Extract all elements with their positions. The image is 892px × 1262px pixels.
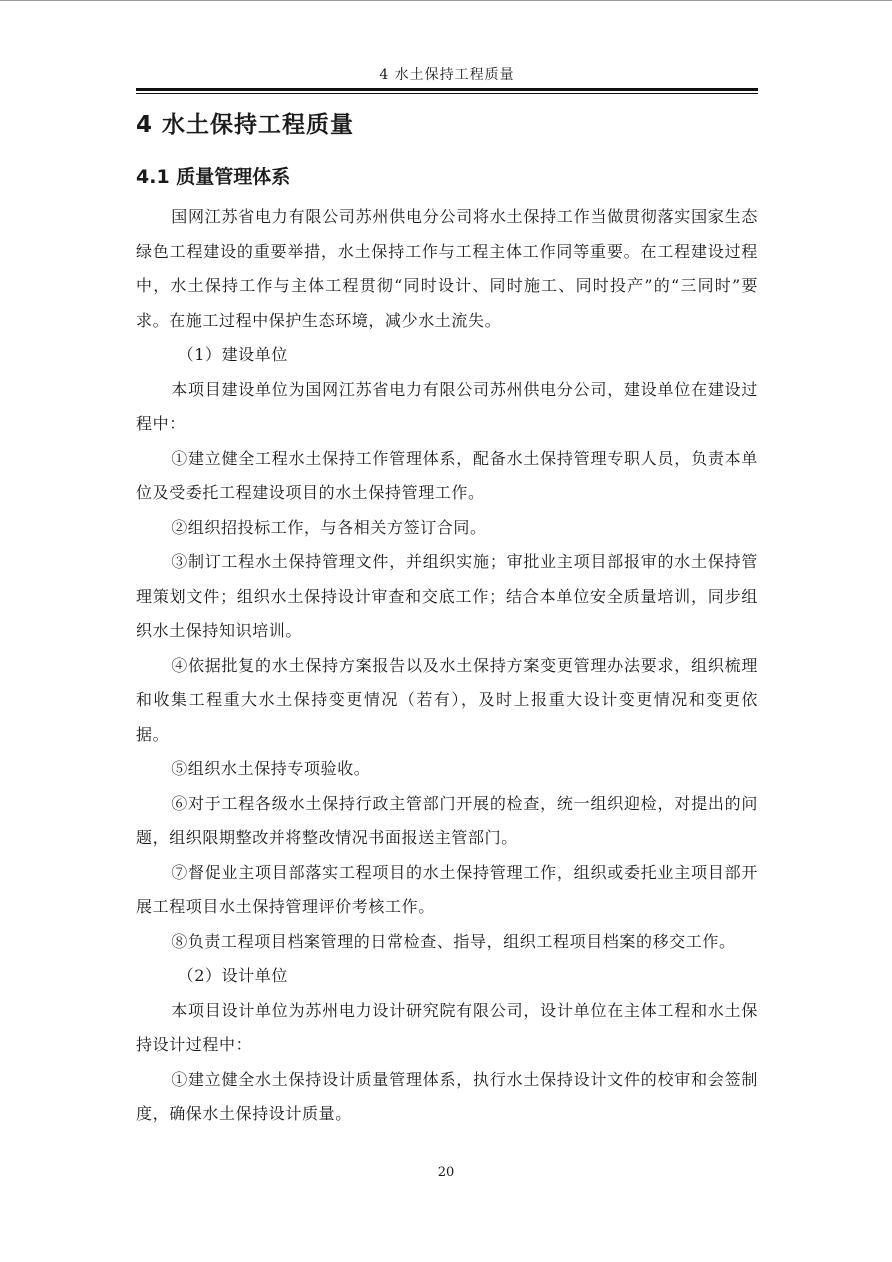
header-rule-thin [136, 93, 758, 94]
construction-item-7: ⑦督促业主项目部落实工程项目的水土保持管理工作，组织或委托业主项目部开展工程项目水土保持管理评价考核工作。 [136, 862, 758, 916]
design-item-1: ①建立健全水土保持设计质量管理体系，执行水土保持设计文件的校审和会签制度，确保水土保持设计质量。 [136, 1069, 758, 1123]
subheading-design-unit: （2）设计单位 [177, 966, 288, 985]
construction-unit-paragraph: 本项目建设单位为国网江苏省电力有限公司苏州供电分公司，建设单位在建设过程中： [136, 379, 758, 433]
construction-item-5: ⑤组织水土保持专项验收。 [171, 759, 371, 778]
intro-paragraph: 国网江苏省电力有限公司苏州供电分公司将水土保持工作当做贯彻落实国家生态绿色工程建设的重要举措，水土保持工作与工程主体工作同等重要。在工程建设过程中，水土保持工作与主体工程贯彻“同时设计、同时施工、同时投产”的“三同时”要求。在施工过程中保护生态环境，减少水土流失。 [136, 207, 758, 330]
section-title: 4.1 质量管理体系 [136, 166, 291, 188]
design-unit-paragraph: 本项目设计单位为苏州电力设计研究院有限公司，设计单位在主体工程和水土保持设计过程中： [136, 1000, 758, 1054]
page-body [136, 108, 758, 1132]
construction-item-2: ②组织招投标工作，与各相关方签订合同。 [171, 517, 487, 537]
page-number: 20 [437, 1165, 455, 1180]
construction-item-8: ⑧负责工程项目档案管理的日常检查、指导，组织工程项目档案的移交工作。 [171, 931, 736, 951]
construction-item-6: ⑥对于工程各级水土保持行政主管部门开展的检查，统一组织迎检，对提出的问题，组织限期整改并将整改情况书面报送主管部门。 [136, 793, 758, 847]
subheading-construction-unit: （1）建设单位 [177, 345, 288, 364]
header-rule-thick [136, 88, 758, 91]
top-border-line [0, 0, 892, 1]
chapter-title: 4 水土保持工程质量 [136, 112, 355, 138]
running-header: 4 水土保持工程质量 [379, 67, 515, 83]
construction-item-1: ①建立健全工程水土保持工作管理体系，配备水土保持管理专职人员，负责本单位及受委托工程建设项目的水土保持管理工作。 [136, 448, 758, 502]
construction-item-4: ④依据批复的水土保持方案报告以及水土保持方案变更管理办法要求，组织梳理和收集工程重大水土保持变更情况（若有），及时上报重大设计变更情况和变更依据。 [136, 655, 758, 744]
construction-item-3: ③制订工程水土保持管理文件，并组织实施；审批业主项目部报审的水土保持管理策划文件；组织水土保持设计审查和交底工作；结合本单位安全质量培训，同步组织水土保持知识培训。 [136, 552, 758, 640]
